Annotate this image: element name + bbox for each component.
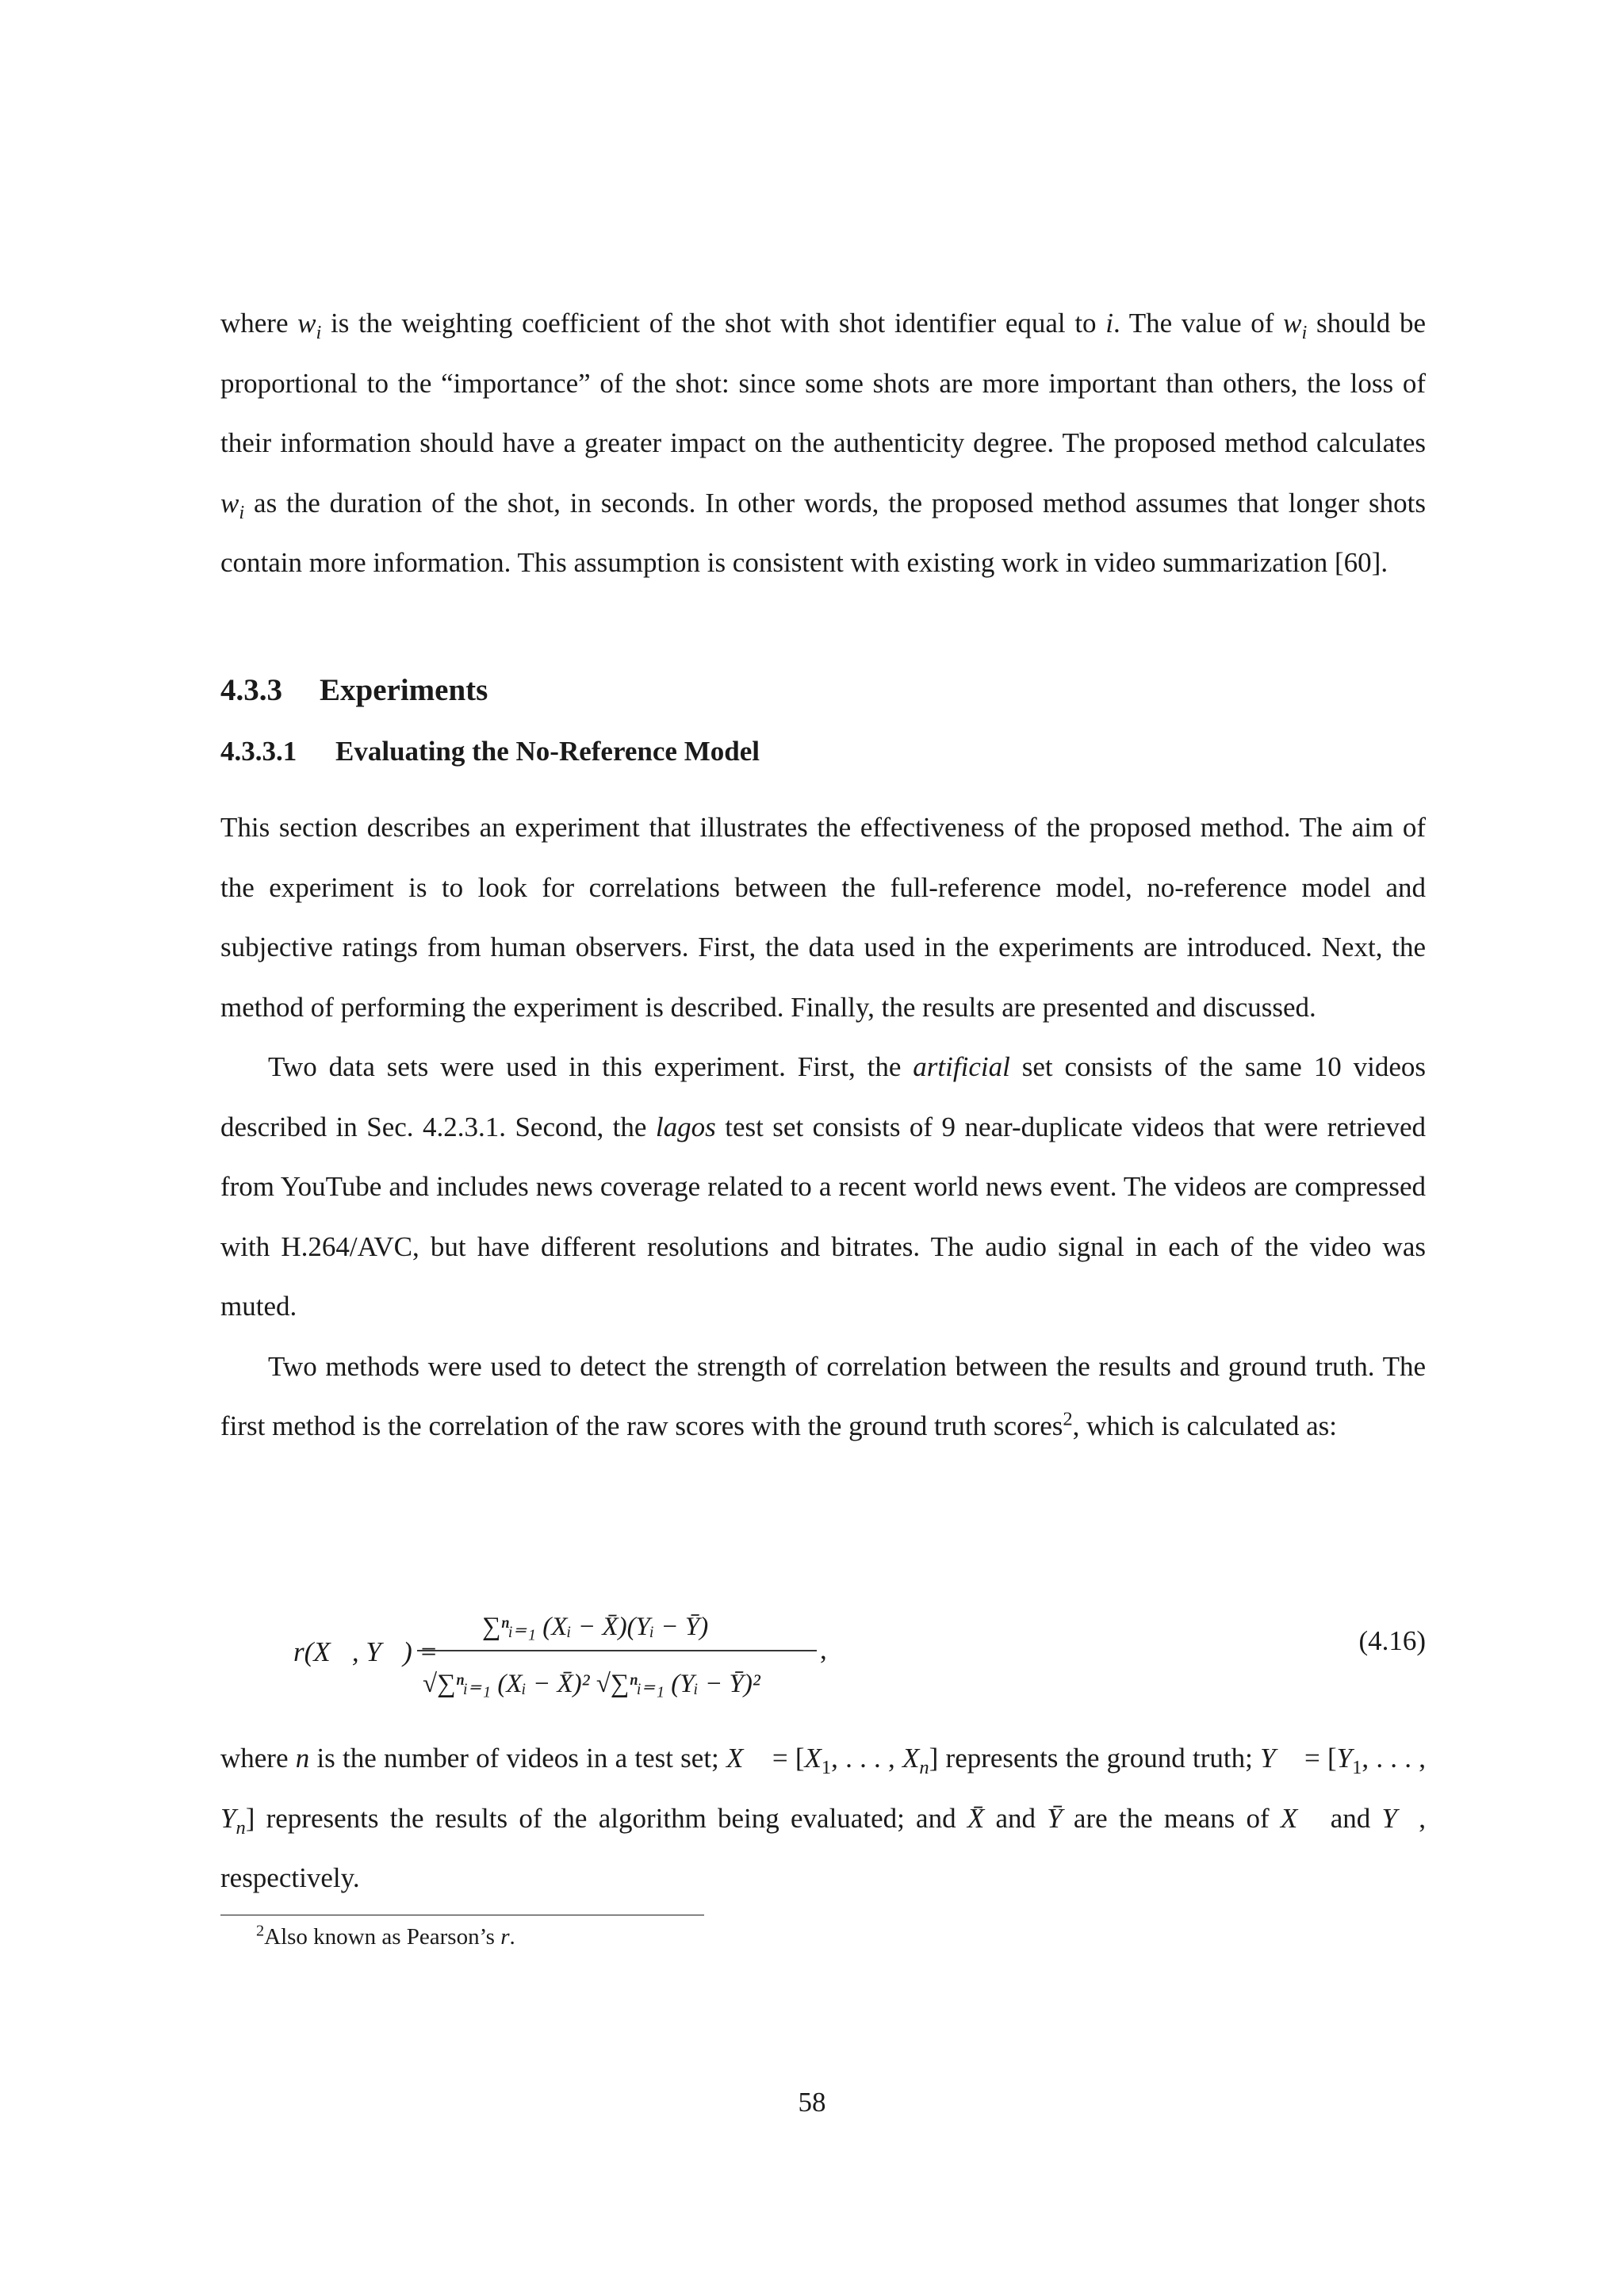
paragraph-methods: Two methods were used to detect the strength of correlation between the results and ground truth. The first method is the correlation of the raw scores with the ground truth scores$^2$, which is calculated as: xyxy=(220,1350,1426,1441)
equation-number: (4.16) xyxy=(1358,1625,1426,1656)
equation-graphic xyxy=(220,1594,1426,1712)
subsubsection-heading: 4.3.3.1 Evaluating the No-Reference Model xyxy=(220,736,760,767)
equation-pearson xyxy=(220,1594,1426,1712)
equation-denominator: √∑ⁿᵢ₌₁ (Xᵢ − X̄)² √∑ⁿᵢ₌₁ (Yᵢ − Ȳ)² xyxy=(423,1670,760,1698)
equation-lhs: r(X⃗, Y⃗) = xyxy=(293,1636,439,1667)
subsection-heading: 4.3.3 Experiments xyxy=(220,673,488,707)
footnote: $^2$Also known as Pearson’s r. xyxy=(256,1922,515,1950)
paragraph-weighting: where $w_i$ is the weighting coefficient of the shot with shot identifier equal to i. The value of $w_i$ should be proportional to the “importance” of the shot: since some shots are more important than others, the loss of their information should have a greater impact on the authenticity degree. The proposed method calculates $w_i$ as the duration of the shot, in seconds. In other words, the proposed method assumes that longer shots contain more information. This assumption is consistent with existing work in video summarization [60]. xyxy=(220,308,1426,578)
experiment-paragraphs xyxy=(220,798,1426,1456)
equation-numerator: ∑ⁿᵢ₌₁ (Xᵢ − X̄)(Yᵢ − Ȳ) xyxy=(482,1613,709,1641)
paragraph-intro: This section describes an experiment that illustrates the effectiveness of the proposed method. The aim of the experiment is to look for correlations between the full-reference model, no-reference model and subjective ratings from human observers. First, the data used in the experiments are introduced. Next, the method of performing the experiment is described. Finally, the results are presented and discussed. xyxy=(220,812,1426,1023)
paragraph-definitions: where n is the number of videos in a test set; X⃗ = [$X_1$, . . . , $X_n$] represents the ground truth; Y⃗ = [$Y_1$, . . . , $Y_n$] represents the results of the algorithm being evaluated; and X̄ and Ȳ are the means of X⃗ and Y⃗, respectively. xyxy=(220,1743,1426,1893)
paragraph-datasets: Two data sets were used in this experiment. First, the artificial set consists of the same 10 videos described in Sec. 4.2.3.1. Second, the lagos test set consists of 9 near-duplicate videos that were retrieved from YouTube and includes news coverage related to a recent world news event. The videos are compressed with H.264/AVC, but have different resolutions and bitrates. The audio signal in each of the video was muted. xyxy=(220,1051,1426,1322)
page-number: 58 xyxy=(798,2087,826,2118)
equation-comma: , xyxy=(820,1634,827,1665)
